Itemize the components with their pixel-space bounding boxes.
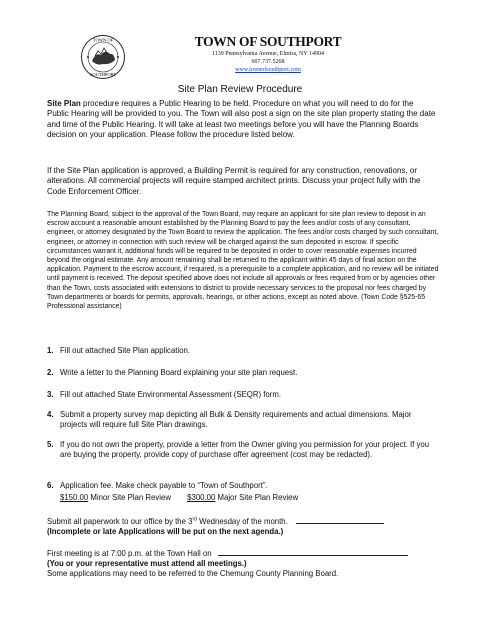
step-2: 2. Write a letter to the Planning Board explaining your site plan request. (47, 368, 298, 377)
intro-lead: Site Plan (47, 99, 81, 108)
meeting-attend-note: (You or your representative must attend all meetings.) (47, 559, 247, 569)
seal-text-bottom: SOUTHPORT (89, 72, 117, 77)
meeting-instructions: First meeting is at 7:00 p.m. at the Town Hall on (You or your representative must attend all meetings.) Some applications may need to be referred to the Chemung County Planning Board. (47, 548, 442, 580)
step-5: 5. If you do not own the property, provide a letter from the Owner giving you permission for your project. If you are buying the property, provide copy of purchase offer agreement (cost may be redacted). (47, 440, 430, 460)
escrow-paragraph: The Planning Board, subject to the approval of the Town Board, may require an applicant for site plan review to deposit in an escrow account a reasonable amount established by the Planning Board to pay the fees and/or costs of any consultant, engineer, or attorney designated by the Town Board to review the application. The fees and/or costs charged by such consultant, engineer, or attorney in connection with such review will be charged against the sum deposited in escrow. If specific circumstances warrant it, additional funds will be required to be deposited in order to cover reasonable expenses incurred beyond the original estimate. Any amount remaining shall be returned to the applicant within 45 days of final action on the application. Payment to the escrow account, if required, is a prerequisite to a complete application, and no review will be initiated until payment is received. The deposit specified above does not include all approvals or fees required from or by agencies other than the Town, costs associated with extensions to district to provide necessary services to the proposal nor fees charged by Town departments or boards for permits, approvals, hearings, or other actions, except as noted above. (Town Code §525-65 Professional assistance) (47, 211, 439, 311)
major-fee-label: Major Site Plan Review (215, 493, 299, 502)
step-1: 1. Fill out attached Site Plan application. (47, 346, 191, 355)
major-fee-amount: $300.00 (187, 493, 216, 502)
town-phone: 607.737.5268 (251, 59, 285, 65)
county-referral-note: Some applications may need to be referred to the Chemung County Planning Board. (47, 569, 339, 579)
town-website-link[interactable]: www.townofsouthport.com (235, 67, 301, 73)
page-title: Site Plan Review Procedure (177, 84, 303, 95)
minor-fee-label: Minor Site Plan Review (88, 493, 171, 502)
permit-paragraph: If the Site Plan application is approved, a Building Permit is required for any construction, renovations, or alterations. All commercial projects will require stamped architect prints. Discuss your project fully with the Code Enforcement Officer. (47, 166, 421, 196)
intro-paragraph (47, 99, 437, 140)
submit-late-note: (Incomplete or late Applications will be put on the next agenda.) (47, 527, 284, 537)
seal-text-top: TOWN OF (92, 37, 114, 43)
submit-date-blank (296, 516, 384, 524)
meeting-date-blank (218, 548, 408, 556)
intro-text: procedure requires a Public Hearing to be held. Procedure on what you will need to do for the Public Hearing will be provided to you. The Town will also post a sign on the site plan property stating the date and time of the Public Hearing. It will take at least two meetings before you will have the Planning Boards decision on your application. Please follow the procedure listed below. (47, 99, 436, 139)
town-name: TOWN OF SOUTHPORT (194, 34, 342, 49)
step-6: 6. Application fee. Make check payable to “Town of Southport”. (47, 481, 268, 490)
step-3: 3. Fill out attached State Environmental Assessment (SEQR) form. (47, 390, 282, 399)
submit-instructions: Submit all paperwork to our office by the 3rd Wednesday of the month. (Incomplete or late Applications will be put on the next agenda.) (47, 516, 442, 537)
step-4: 4. Submit a property survey map depicting all Bulk & Density requirements and actual dimensions. Major projects will require full Site Plan drawings. (47, 410, 412, 430)
fee-list (60, 493, 298, 503)
minor-fee-amount: $150.00 (60, 493, 89, 502)
town-address: 1139 Pennsylvania Avenue, Elmira, NY 14904 (212, 51, 324, 57)
